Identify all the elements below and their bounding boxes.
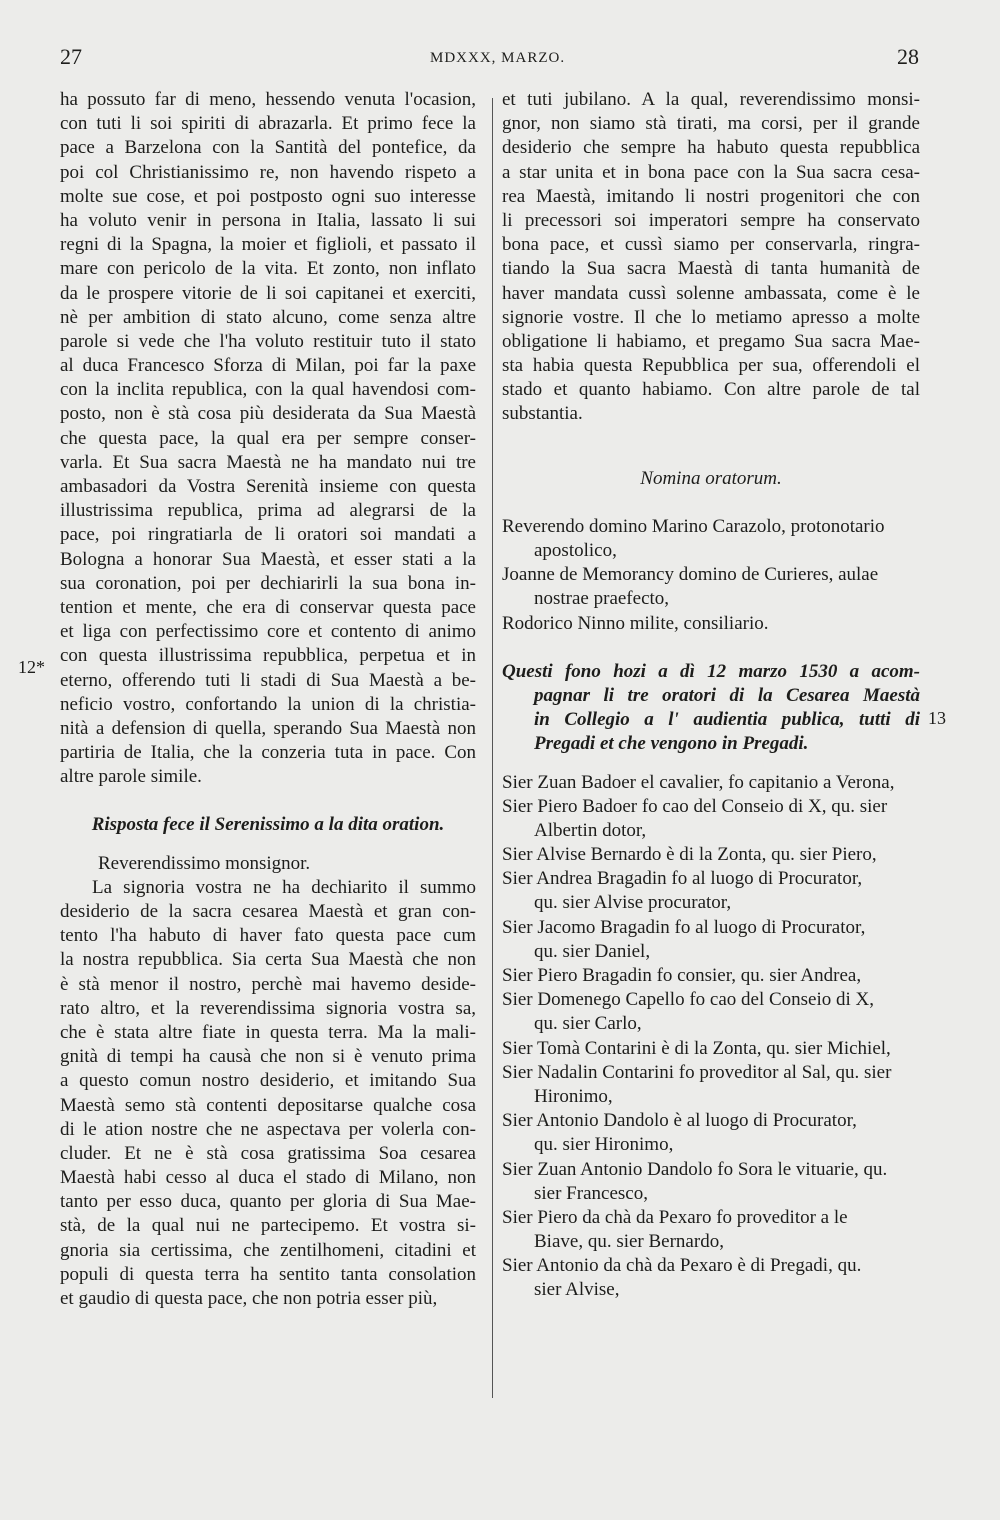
orator-line: nostrae praefecto, <box>534 588 670 610</box>
page-number-left: 27 <box>60 44 82 69</box>
senator-line: Sier Piero Bragadin fo consier, qu. sier Andrea, <box>502 965 862 986</box>
text-line: Bologna a honorar Sua Maestà, et esser stati a la <box>60 548 476 570</box>
salutation: Reverendissimo monsignor. <box>98 852 311 874</box>
text-line: cluder. Et ne è stà cosa gratissima Soa cesarea <box>60 1142 476 1164</box>
text-line: signorie vostre. Il che lo metiamo apresso a molte <box>502 306 920 328</box>
text-line: pace, poi ringratiarla de li oratori soi mandati a <box>60 524 476 546</box>
text-line: altre parole simile. <box>60 766 202 788</box>
text-line: a star unita et in bona pace con la Sua sacra cesa- <box>502 161 920 183</box>
italic-line: Questi fono hozi a dì 12 marzo 1530 a acom- <box>502 660 920 682</box>
text-line: tanto per esso duca, quanto per gloria di Sua Mae- <box>60 1191 476 1213</box>
senator-line: Albertin dotor, <box>534 819 647 841</box>
text-line: regni di la Spagna, la moier et figlioli, et passato il <box>60 234 476 256</box>
orators-heading: Nomina oratorum. <box>640 467 782 489</box>
text-line: li precessori soi imperatori sempre ha conservato <box>502 209 920 231</box>
text-line: sta habia questa Repubblica per sua, offerendoli el <box>502 355 920 377</box>
text-line: gnor, non siamo stà tirati, ma corsi, per il grande <box>502 113 920 135</box>
text-line: mare con pericolo de la vita. Et zonto, non inflato <box>60 258 476 280</box>
senator-line: Sier Jacomo Bragadin fo al luogo di Procurator, <box>502 916 866 938</box>
text-line: ambasadori da Vostra Serenità insieme con questa <box>60 476 476 497</box>
senator-line: Sier Alvise Bernardo è di la Zonta, qu. sier Piero, <box>502 844 877 866</box>
running-title: MDXXX, MARZO. <box>430 50 566 66</box>
senator-line: qu. sier Carlo, <box>534 1013 642 1035</box>
text-line: et tuti jubilano. A la qual, reverendissimo monsi- <box>502 89 920 110</box>
italic-line: Pregadi et che vengono in Pregadi. <box>534 733 809 755</box>
text-line: con tuti li soi spiriti di abrazarla. Et primo fece la <box>60 113 476 135</box>
senator-line: Sier Tomà Contarini è di la Zonta, qu. sier Michiel, <box>502 1037 891 1059</box>
senator-line: Sier Andrea Bragadin fo al luogo di Procurator, <box>502 868 863 890</box>
orator-line: Rodorico Ninno milite, consiliario. <box>502 612 769 634</box>
text-line: molte sue cose, et poi postposto ogni suo interesse <box>60 185 476 207</box>
margin-note-left: 12* <box>18 657 45 677</box>
text-line: rea Maestà, imitando li nostri progenitori che con <box>502 185 920 207</box>
text-line: varla. Et Sua sacra Maestà ne ha mandato nui tre <box>60 451 476 473</box>
text-line: illustrissima republica, prima ad alegrarsi de la <box>60 500 476 522</box>
text-line: stado et quanto habiamo. Con altre parole de tal <box>502 379 920 401</box>
senators-list <box>502 771 920 1303</box>
orator-line: apostolico, <box>534 540 617 561</box>
text-line: posto, non è stà cosa più desiderata da Sua Maestà <box>60 403 476 425</box>
orators-list <box>502 515 920 636</box>
text-line: pace a Barzelona con la Santità del pontefice, da <box>60 137 476 159</box>
text-line: tiando la Sua sacra Maestà di tanta humanità de <box>502 258 920 280</box>
text-line: et liga con perfectissimo core et contento di animo <box>60 621 476 643</box>
text-line: Maestà semo stà contenti depositarse qualche cosa <box>60 1094 476 1116</box>
left-paragraph-2 <box>60 876 476 1311</box>
text-line: al duca Francesco Sforza di Milan, poi far la paxe <box>60 355 476 377</box>
senator-line: Sier Piero Badoer fo cao del Conseio di X, qu. sier <box>502 795 888 817</box>
text-line: nità a defension di quella, sperando Sua Maestà non <box>60 717 476 739</box>
left-paragraph-1 <box>60 88 476 789</box>
senators-intro <box>502 660 920 757</box>
senator-line: Sier Domenego Capello fo cao del Conseio di X, <box>502 989 875 1011</box>
senator-line: qu. sier Hironimo, <box>534 1134 674 1156</box>
text-line: ha possuto far di meno, hessendo venuta l'ocasion, <box>60 89 476 110</box>
text-line: poi col Christianissimo re, non havendo rispeto a <box>60 161 476 183</box>
text-line: substantia. <box>502 403 583 425</box>
text-line: partiria de Italia, che la conzeria tuta in pace. Con <box>60 742 476 764</box>
senator-line: sier Francesco, <box>534 1182 648 1204</box>
text-line: a questo comun nostro desiderio, et imitando Sua <box>60 1070 476 1092</box>
text-line: da le prospere vitorie de li soi capitanei et exerciti, <box>60 282 476 304</box>
senator-line: Sier Zuan Badoer el cavalier, fo capitanio a Verona, <box>502 771 895 793</box>
text-line: gnoria sia certissima, che zentilhomeni, citadini et <box>60 1239 476 1261</box>
right-column <box>502 88 920 1303</box>
text-line: la nostra repubblica. Sia certa Sua Maestà che non <box>60 949 476 971</box>
text-line: tento l'ha habuto di haver fato questa pace cum <box>60 925 476 947</box>
orator-line: Joanne de Memorancy domino de Curieres, aulae <box>502 564 879 586</box>
text-line: La signoria vostra ne ha dechiarito il summo <box>92 876 476 898</box>
orator-line: Reverendo domino Marino Carazolo, protonotario <box>502 515 885 537</box>
text-line: desiderio de la sacra cesarea Maestà et gran con- <box>60 901 476 922</box>
text-line: che è stata altre fiate in questa terra. Ma la mali- <box>60 1021 476 1043</box>
senator-line: qu. sier Daniel, <box>534 940 651 962</box>
column-divider <box>492 98 493 1398</box>
text-line: eterno, offerendo tuti li stadi di Sua Maestà a be- <box>60 669 476 691</box>
senator-line: Sier Piero da chà da Pexaro fo proveditor a le <box>502 1206 848 1228</box>
senator-line: Hironimo, <box>534 1085 613 1107</box>
text-line: sua coronation, poi per dechiarirli la sua bona in- <box>60 572 476 594</box>
text-line: stà, de la qual nui ne partecipemo. Et vostra si- <box>60 1215 476 1237</box>
right-paragraph-1 <box>502 88 920 427</box>
senator-line: qu. sier Alvise procurator, <box>534 892 732 914</box>
page-number-right: 28 <box>897 44 919 69</box>
text-line: gnità di tempi ha causà che non si è venuto prima <box>60 1046 476 1068</box>
text-line: neficio vostro, confortando la union di la christia- <box>60 693 476 715</box>
text-line: parole si vede che l'ha voluto restituir tuto il stato <box>60 330 476 352</box>
text-line: con la inclita republica, con la qual havendosi com- <box>60 379 476 401</box>
text-line: populi di questa terra ha sentito tanta consolation <box>60 1263 476 1285</box>
italic-line: pagnar li tre oratori di la Cesarea Maestà <box>534 684 920 706</box>
senator-line: Biave, qu. sier Bernardo, <box>534 1231 724 1253</box>
text-line: è stà menor il nostro, perchè mai havemo deside- <box>60 973 476 995</box>
text-line: obligatione li habiamo, et pregamo Sua sacra Mae- <box>502 330 920 352</box>
text-line: et gaudio di questa pace, che non potria esser più, <box>60 1288 438 1309</box>
text-line: tention et mente, che era di conservar questa pace <box>60 596 476 618</box>
italic-line: in Collegio a l' audientia publica, tutti di <box>534 709 920 731</box>
text-line: nè per ambition di stato alcuno, come senza altre <box>60 306 476 328</box>
senator-line: Sier Antonio Dandolo è al luogo di Procurator, <box>502 1110 857 1132</box>
text-line: che questa pace, la qual era per sempre conser- <box>60 427 476 449</box>
text-line: ha voluto venir in persona in Italia, lassato li sui <box>60 209 476 231</box>
text-line: di le ation nostre che ne aspectava per volerla con- <box>60 1118 476 1140</box>
senator-line: Sier Zuan Antonio Dandolo fo Sora le vituarie, qu. <box>502 1158 888 1180</box>
senator-line: Sier Antonio da chà da Pexaro è di Pregadi, qu. <box>502 1255 862 1277</box>
reply-heading: Risposta fece il Serenissimo a la dita oration. <box>91 814 445 836</box>
margin-note-right: 13 <box>928 708 946 728</box>
text-line: con questa illustrissima repubblica, perpetua et in <box>60 645 476 667</box>
senator-line: sier Alvise, <box>534 1279 620 1301</box>
text-line: haver mandata cussì solenne ambassata, come è le <box>502 282 920 304</box>
left-column <box>60 88 476 1311</box>
text-line: rato altro, et la reverendissima signoria vostra sa, <box>60 997 476 1019</box>
text-line: desiderio che sempre ha habuto questa repubblica <box>502 137 920 159</box>
text-line: Maestà habi cesso al duca el stado di Milano, non <box>60 1167 476 1189</box>
senator-line: Sier Nadalin Contarini fo proveditor al Sal, qu. sier <box>502 1061 892 1083</box>
text-line: bona pace, et cussì siamo per conservarla, ringra- <box>502 234 920 256</box>
